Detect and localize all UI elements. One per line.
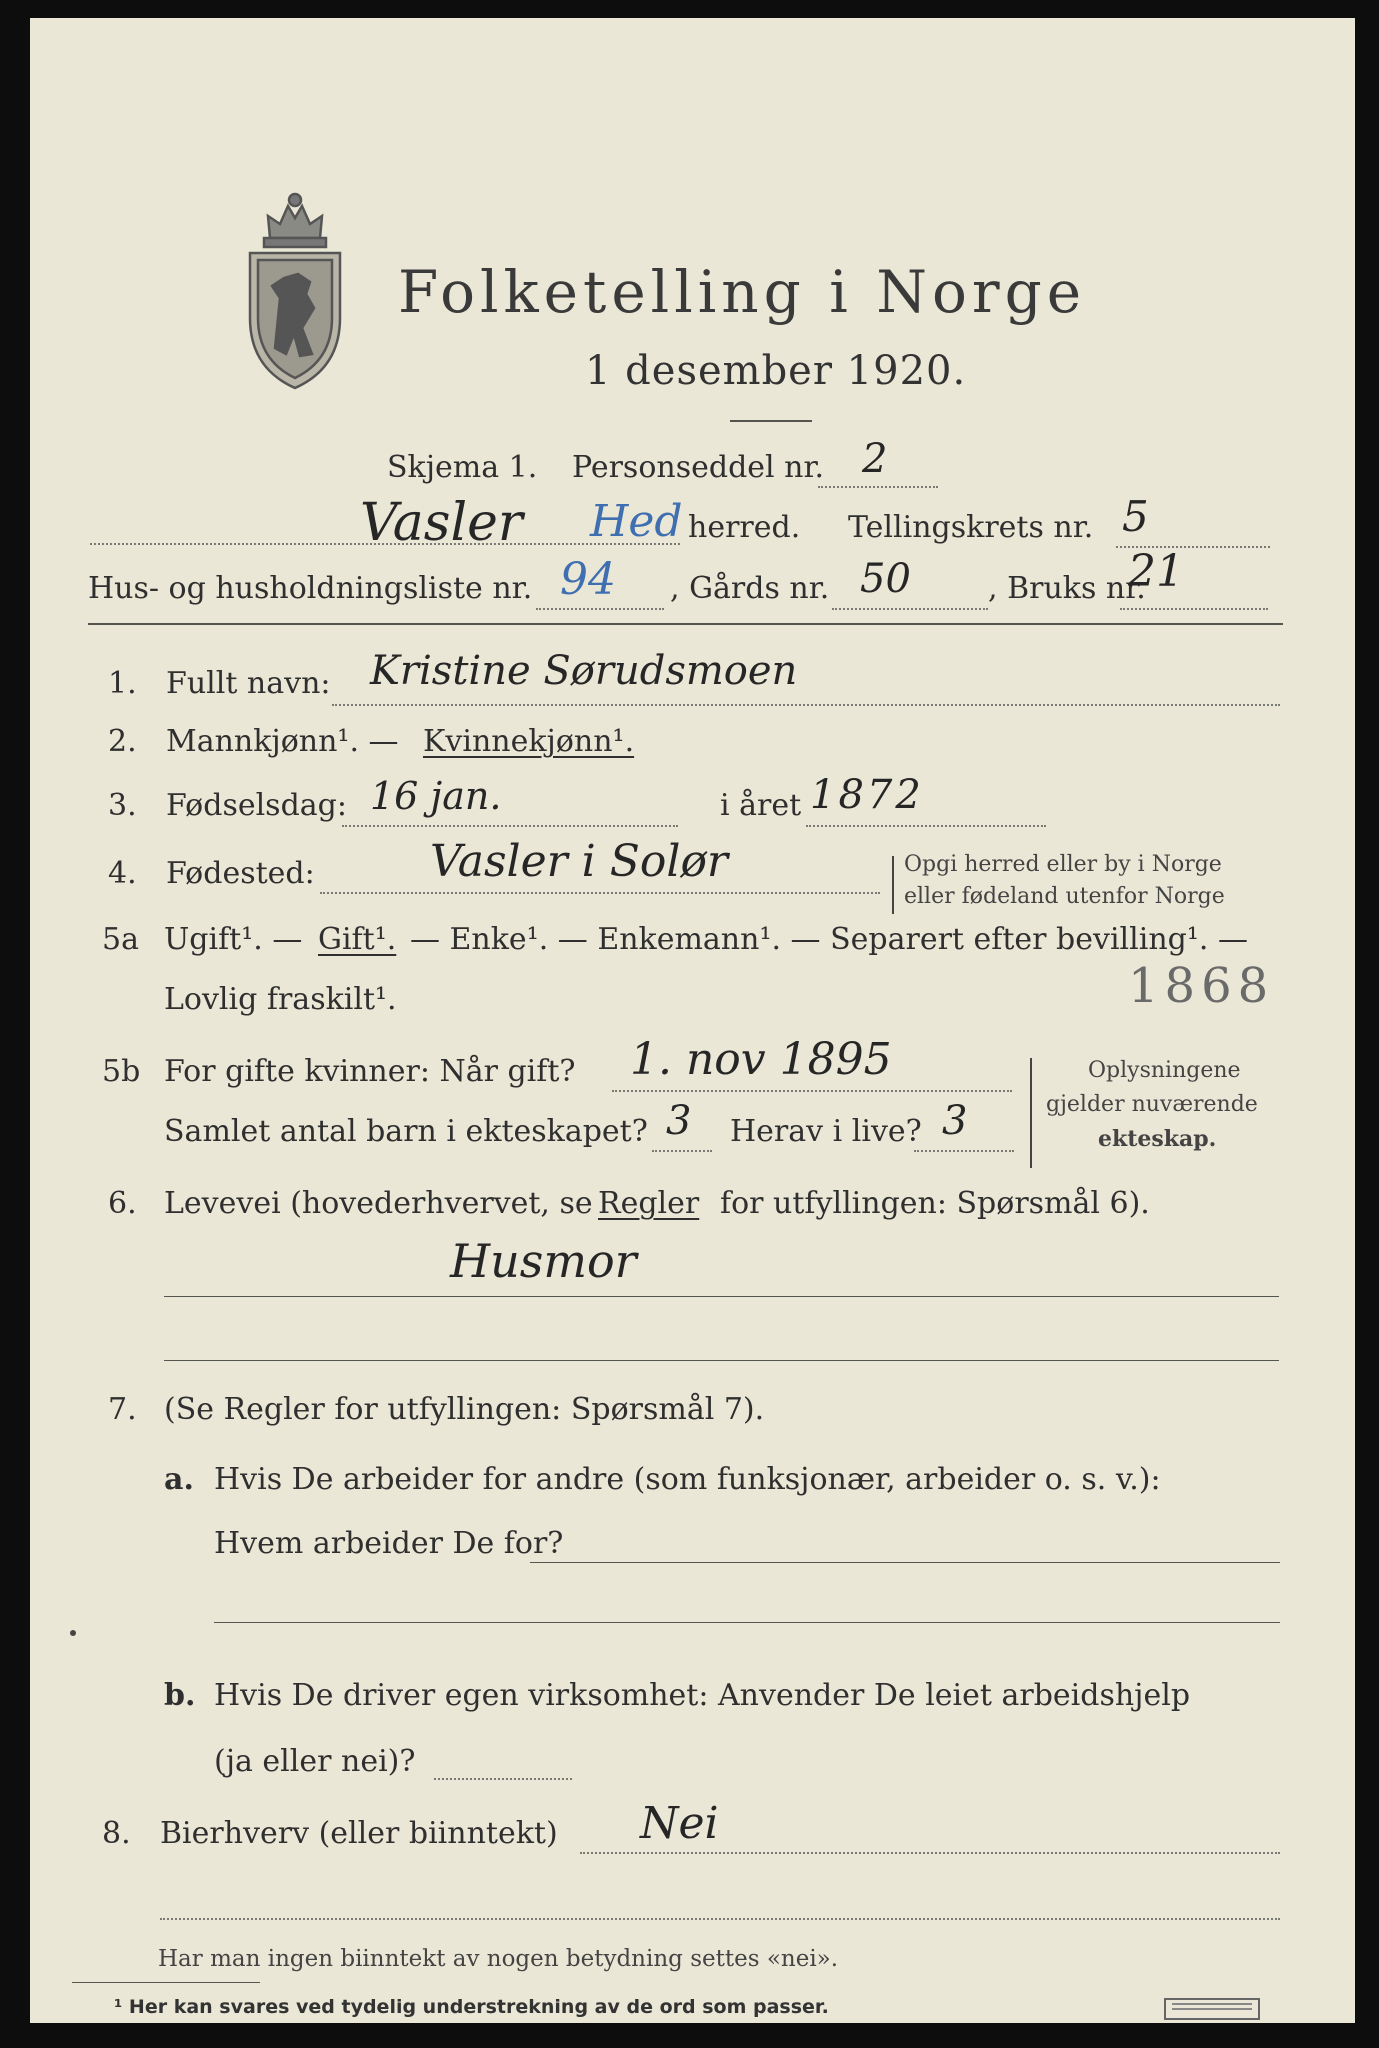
- footnote: ¹ Her kan svares ved tydelig understrekning av de ord som passer.: [114, 1996, 829, 2018]
- q6-value: Husmor: [450, 1234, 637, 1288]
- q4-note-2: eller fødeland utenfor Norge: [904, 884, 1225, 909]
- q6-number: 6.: [108, 1186, 137, 1221]
- printer-stamp-icon: [1164, 1998, 1260, 2020]
- q3-line: [342, 825, 678, 827]
- q3-number: 3.: [108, 788, 137, 823]
- q5b-brace: [1030, 1058, 1032, 1168]
- q7b-text: Hvis De driver egen virksomhet: Anvender De leiet arbeidshjelp: [214, 1678, 1191, 1713]
- norwegian-coat-of-arms-icon: [240, 178, 350, 393]
- bruks-value: 21: [1128, 546, 1184, 597]
- q6-line-1: [164, 1296, 1279, 1297]
- q3-label: Fødselsdag:: [166, 788, 347, 823]
- q7a-text: Hvis De arbeider for andre (som funksjonær, arbeider o. s. v.):: [214, 1462, 1161, 1497]
- q2-kvinnekjonn: Kvinnekjønn¹.: [423, 724, 635, 759]
- personseddel-label: Personseddel nr.: [572, 450, 825, 485]
- nei-note: Har man ingen biinntekt av nogen betydning settes «nei».: [158, 1946, 839, 1972]
- personseddel-value: 2: [862, 436, 888, 482]
- q4-value: Vasler i Solør: [430, 836, 728, 887]
- q3-year-line: [806, 825, 1046, 827]
- q7-number: 7.: [108, 1392, 137, 1427]
- q8-label: Bierhverv (eller biinntekt): [160, 1816, 558, 1851]
- q7a-number: a.: [164, 1462, 194, 1497]
- q6-label-b: for utfyllingen: Spørsmål 6).: [720, 1186, 1150, 1221]
- q2-mannkjonn: Mannkjønn¹. —: [166, 724, 399, 759]
- q5b-line: [612, 1090, 1012, 1092]
- hus-label: Hus- og husholdningsliste nr.: [88, 571, 533, 606]
- q5b-note-2: gjelder nuværende: [1046, 1092, 1258, 1117]
- form-subtitle: 1 desember 1920.: [585, 348, 967, 394]
- q1-line: [332, 704, 1280, 706]
- q3-value: 16 jan.: [370, 774, 502, 818]
- q8-line: [580, 1852, 1280, 1854]
- q5b-number: 5b: [102, 1054, 141, 1089]
- q5b-note-3: ekteskap.: [1098, 1126, 1217, 1152]
- q4-brace: [892, 856, 894, 914]
- q7b-number: b.: [164, 1678, 196, 1713]
- gards-value: 50: [860, 556, 911, 602]
- q5b-live-value: 3: [942, 1098, 968, 1144]
- q5a-gift: Gift¹.: [318, 922, 397, 957]
- q1-label: Fullt navn:: [166, 666, 331, 701]
- q7a-line-2: [214, 1622, 1280, 1623]
- q2-number: 2.: [108, 724, 137, 759]
- stray-ink-dot: [70, 1630, 76, 1636]
- q4-label: Fødested:: [166, 856, 315, 891]
- hus-line: [536, 608, 664, 610]
- q7a-line-1: [530, 1562, 1280, 1563]
- q5b-note-1: Oplysningene: [1088, 1058, 1241, 1083]
- q5a-lovlig-fraskilt: Lovlig fraskilt¹.: [164, 982, 397, 1017]
- q7b-line: [434, 1778, 572, 1780]
- bruks-label: , Bruks nr.: [988, 571, 1146, 606]
- q5b-barn-line: [652, 1150, 712, 1152]
- q4-note-1: Opgi herred eller by i Norge: [904, 852, 1222, 877]
- q5b-barn-value: 3: [666, 1098, 692, 1144]
- q4-number: 4.: [108, 856, 137, 891]
- q7-label: (Se Regler for utfyllingen: Spørsmål 7).: [164, 1392, 765, 1427]
- gards-label: , Gårds nr.: [670, 571, 830, 606]
- q3-year-label: i året: [720, 788, 802, 823]
- header-divider: [88, 623, 1283, 625]
- q8-line-2: [160, 1918, 1280, 1920]
- bruks-line: [1120, 608, 1268, 610]
- herred-value-vasler: Vasler: [360, 493, 523, 553]
- q6-label-a: Levevei (hovederhvervet, se: [164, 1186, 593, 1221]
- q5a-margin-note: 1868: [1128, 958, 1275, 1014]
- q3-year-value: 1872: [810, 772, 924, 818]
- q5a-ugift: Ugift¹. —: [164, 922, 303, 957]
- q5a-rest: — Enke¹. — Enkemann¹. — Separert efter bevilling¹. —: [410, 922, 1248, 957]
- skjema-label: Skjema 1.: [387, 450, 538, 485]
- q7b-question: (ja eller nei)?: [214, 1744, 416, 1779]
- hus-value: 94: [560, 554, 616, 605]
- q5b-label: For gifte kvinner: Når gift?: [164, 1054, 576, 1089]
- q8-value: Nei: [640, 1798, 719, 1849]
- title-divider: [730, 420, 812, 422]
- q8-number: 8.: [102, 1816, 131, 1851]
- q5b-live-label: Herav i live?: [730, 1114, 922, 1149]
- q7a-question: Hvem arbeider De for?: [214, 1526, 564, 1561]
- q5b-live-line: [914, 1150, 1014, 1152]
- q6-label-regler: Regler: [598, 1186, 700, 1221]
- personseddel-line: [818, 486, 938, 488]
- form-title: Folketelling i Norge: [398, 258, 1087, 326]
- footnote-divider: [72, 1982, 260, 1983]
- q1-value: Kristine Sørudsmoen: [370, 648, 798, 694]
- q5a-number: 5a: [102, 922, 139, 957]
- q1-number: 1.: [108, 666, 137, 701]
- q6-line-2: [164, 1360, 1279, 1361]
- gards-line: [832, 608, 988, 610]
- tellingskrets-label: Tellingskrets nr.: [848, 510, 1094, 545]
- q5b-value: 1. nov 1895: [630, 1034, 892, 1085]
- tellingskrets-value: 5: [1122, 492, 1149, 541]
- q4-line: [320, 892, 880, 894]
- herred-label: herred.: [688, 510, 801, 545]
- census-form-sheet: [30, 18, 1355, 2023]
- q5b-barn-label: Samlet antal barn i ekteskapet?: [164, 1114, 648, 1149]
- herred-value-hed: Hed: [590, 496, 683, 547]
